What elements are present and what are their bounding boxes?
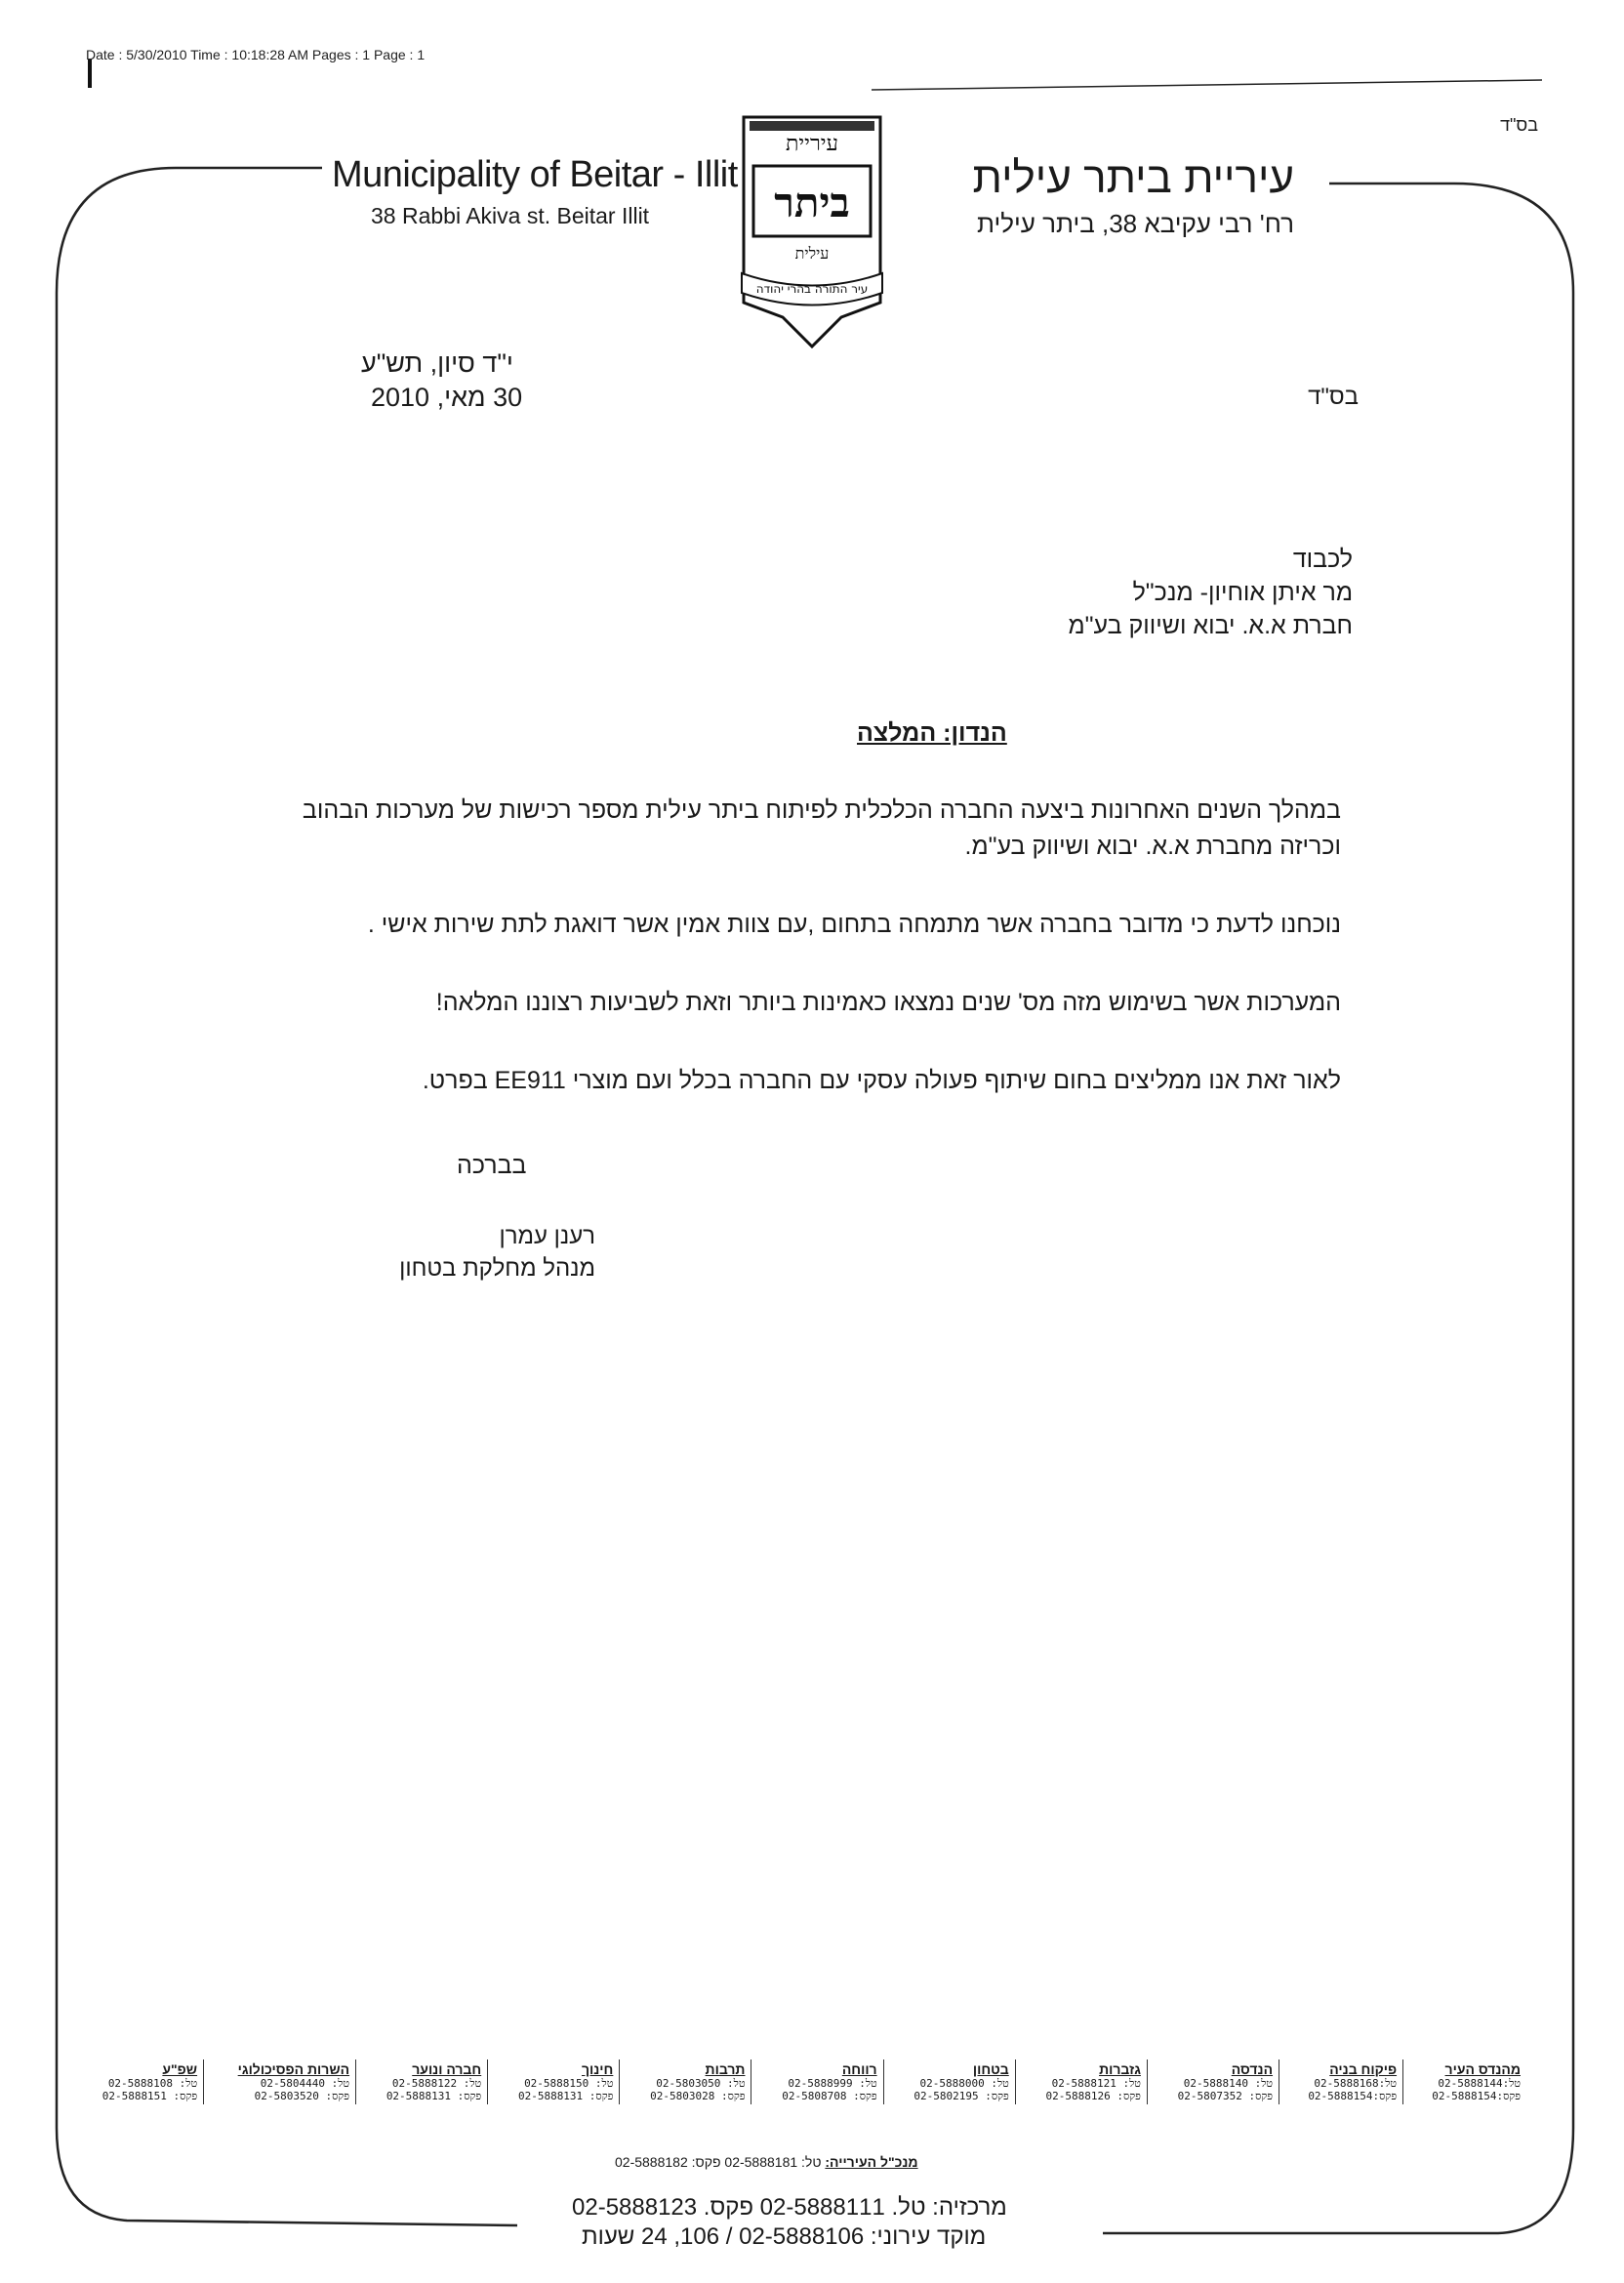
footer-departments	[72, 2059, 1526, 2104]
department-cell	[751, 2059, 883, 2104]
department-name: מהנדס העיר	[1444, 2061, 1521, 2077]
department-name: גזברות	[1099, 2061, 1141, 2077]
signer-title: מנהל מחלקת בטחון	[399, 1255, 595, 1282]
top-right-mark: בס"ד	[1500, 115, 1538, 135]
department-fax: פקס: 02-5803520	[254, 2090, 350, 2102]
logo-top-text: עיריית	[786, 132, 838, 156]
department-fax: פקס: 02-5803028	[650, 2090, 746, 2102]
department-phone: טל: 02-5803050	[656, 2077, 746, 2090]
department-fax: פקס: 02-5807352	[1177, 2090, 1274, 2102]
department-phone: טל: 02-5888122	[391, 2077, 482, 2090]
body-paragraph-4: לאור זאת אנו ממליצים בחום שיתוף פעולה עסקי עם החברה בכלל ועם מוצרי EE911 בפרט.	[422, 1067, 1341, 1094]
department-cell	[1015, 2059, 1147, 2104]
manager-phones: טל: 02-5888181 פקס: 02-5888182	[615, 2154, 822, 2170]
addressee-salutation: לכבוד	[1292, 546, 1353, 573]
department-cell	[204, 2059, 356, 2104]
department-cell	[1147, 2059, 1279, 2104]
hebrew-date: י"ד סיון, תש"ע	[361, 348, 513, 378]
letter-body	[267, 793, 1341, 1141]
manager-label: מנכ"ל העירייה:	[825, 2154, 918, 2170]
municipality-logo	[724, 107, 900, 351]
department-name: רווחה	[841, 2061, 877, 2077]
subject-line: הנדון: המלצה	[857, 719, 1007, 747]
department-phone: טל: 02-5888150	[524, 2077, 614, 2090]
department-name: השרות הפסיכולוגי	[237, 2061, 350, 2077]
bsd-mark: בס"ד	[1308, 384, 1359, 410]
department-phone: טל: 02-5804440	[260, 2077, 350, 2090]
department-phone: טל:02-5888144	[1438, 2077, 1521, 2090]
closing-greeting: בברכה	[457, 1152, 527, 1179]
switchboard-contact: מרכזיה: טל. 02-5888111 פקס. 02-5888123	[572, 2194, 1007, 2221]
municipality-hebrew-name: עיריית ביתר עילית	[972, 154, 1294, 202]
department-phone: טל: 02-5888000	[919, 2077, 1009, 2090]
department-fax: פקס: 02-5888131	[386, 2090, 482, 2102]
department-name: חינוך	[581, 2061, 614, 2077]
municipality-english-name: Municipality of Beitar - Illit	[332, 154, 738, 195]
department-name: חברה ונוער	[412, 2061, 482, 2077]
department-name: פיקוח בניה	[1329, 2061, 1398, 2077]
department-cell	[883, 2059, 1015, 2104]
department-name: שפ"ע	[162, 2061, 198, 2077]
department-cell	[488, 2059, 620, 2104]
addressee-block	[1068, 543, 1353, 642]
department-fax: פקס:02-5888154	[1308, 2090, 1398, 2102]
signature-block	[383, 1220, 595, 1284]
department-phone: טל:02-5888168	[1314, 2077, 1398, 2090]
municipality-hebrew-address: רח' רבי עקיבא 38, ביתר עילית	[977, 209, 1294, 238]
department-cell	[72, 2059, 204, 2104]
addressee-company: חברת א.א. יבוא ושיווק בע"מ	[1068, 612, 1353, 639]
logo-banner-text: עיר התורה בהרי יהודה	[755, 282, 869, 296]
signer-name: רענן עמרן	[499, 1223, 595, 1249]
logo-center-text: ביתר	[774, 179, 850, 226]
department-fax: פקס: 02-5802195	[914, 2090, 1009, 2102]
department-name: בטחון	[972, 2061, 1009, 2077]
body-paragraph-2: נוכחנו לדעת כי מדובר בחברה אשר מתמחה בתחום ,עם צוות אמין אשר דואגת לתת שירות אישי .	[367, 911, 1341, 938]
department-cell	[356, 2059, 488, 2104]
department-fax: פקס: 02-5888131	[517, 2090, 614, 2102]
department-fax: פקס: 02-5808708	[782, 2090, 877, 2102]
body-paragraph-1: במהלך השנים האחרונות ביצעה החברה הכלכלית לפיתוח ביתר עילית מספר רכישות של מערכות הבהוב וכריזה מחברת א.א. יבוא ושיווק בע"מ.	[302, 796, 1341, 860]
manager-contact	[615, 2154, 918, 2170]
municipality-english-address: 38 Rabbi Akiva st. Beitar Illit	[371, 203, 650, 228]
department-cell	[1403, 2059, 1526, 2104]
department-fax: פקס: 02-5888126	[1045, 2090, 1141, 2102]
department-phone: טל: 02-5888999	[788, 2077, 877, 2090]
body-paragraph-3: המערכות אשר בשימוש מזה מס' שנים נמצאו כאמינות ביותר וזאת לשביעות רצוננו המלאה!	[435, 989, 1341, 1016]
fax-header: Date : 5/30/2010 Time : 10:18:28 AM Pages : 1 Page : 1	[86, 47, 426, 62]
departments-row	[72, 2059, 1526, 2104]
department-phone: טל: 02-5888140	[1183, 2077, 1274, 2090]
department-phone: טל: 02-5888121	[1051, 2077, 1141, 2090]
department-fax: פקס: 02-5888151	[102, 2090, 198, 2102]
department-name: תרבות	[705, 2061, 746, 2077]
department-name: הנדסה	[1231, 2061, 1274, 2077]
department-cell	[620, 2059, 751, 2104]
department-phone: טל: 02-5888108	[107, 2077, 198, 2090]
logo-sub-text: עילית	[794, 244, 830, 263]
department-fax: פקס:02-5888154	[1432, 2090, 1521, 2102]
gregorian-date: 30 מאי, 2010	[371, 383, 523, 412]
hotline-contact: מוקד עירוני: 02-5888106 / 106, 24 שעות	[582, 2223, 987, 2250]
department-cell	[1279, 2059, 1403, 2104]
addressee-name: מר איתן אוחיון- מנכ"ל	[1132, 579, 1353, 606]
